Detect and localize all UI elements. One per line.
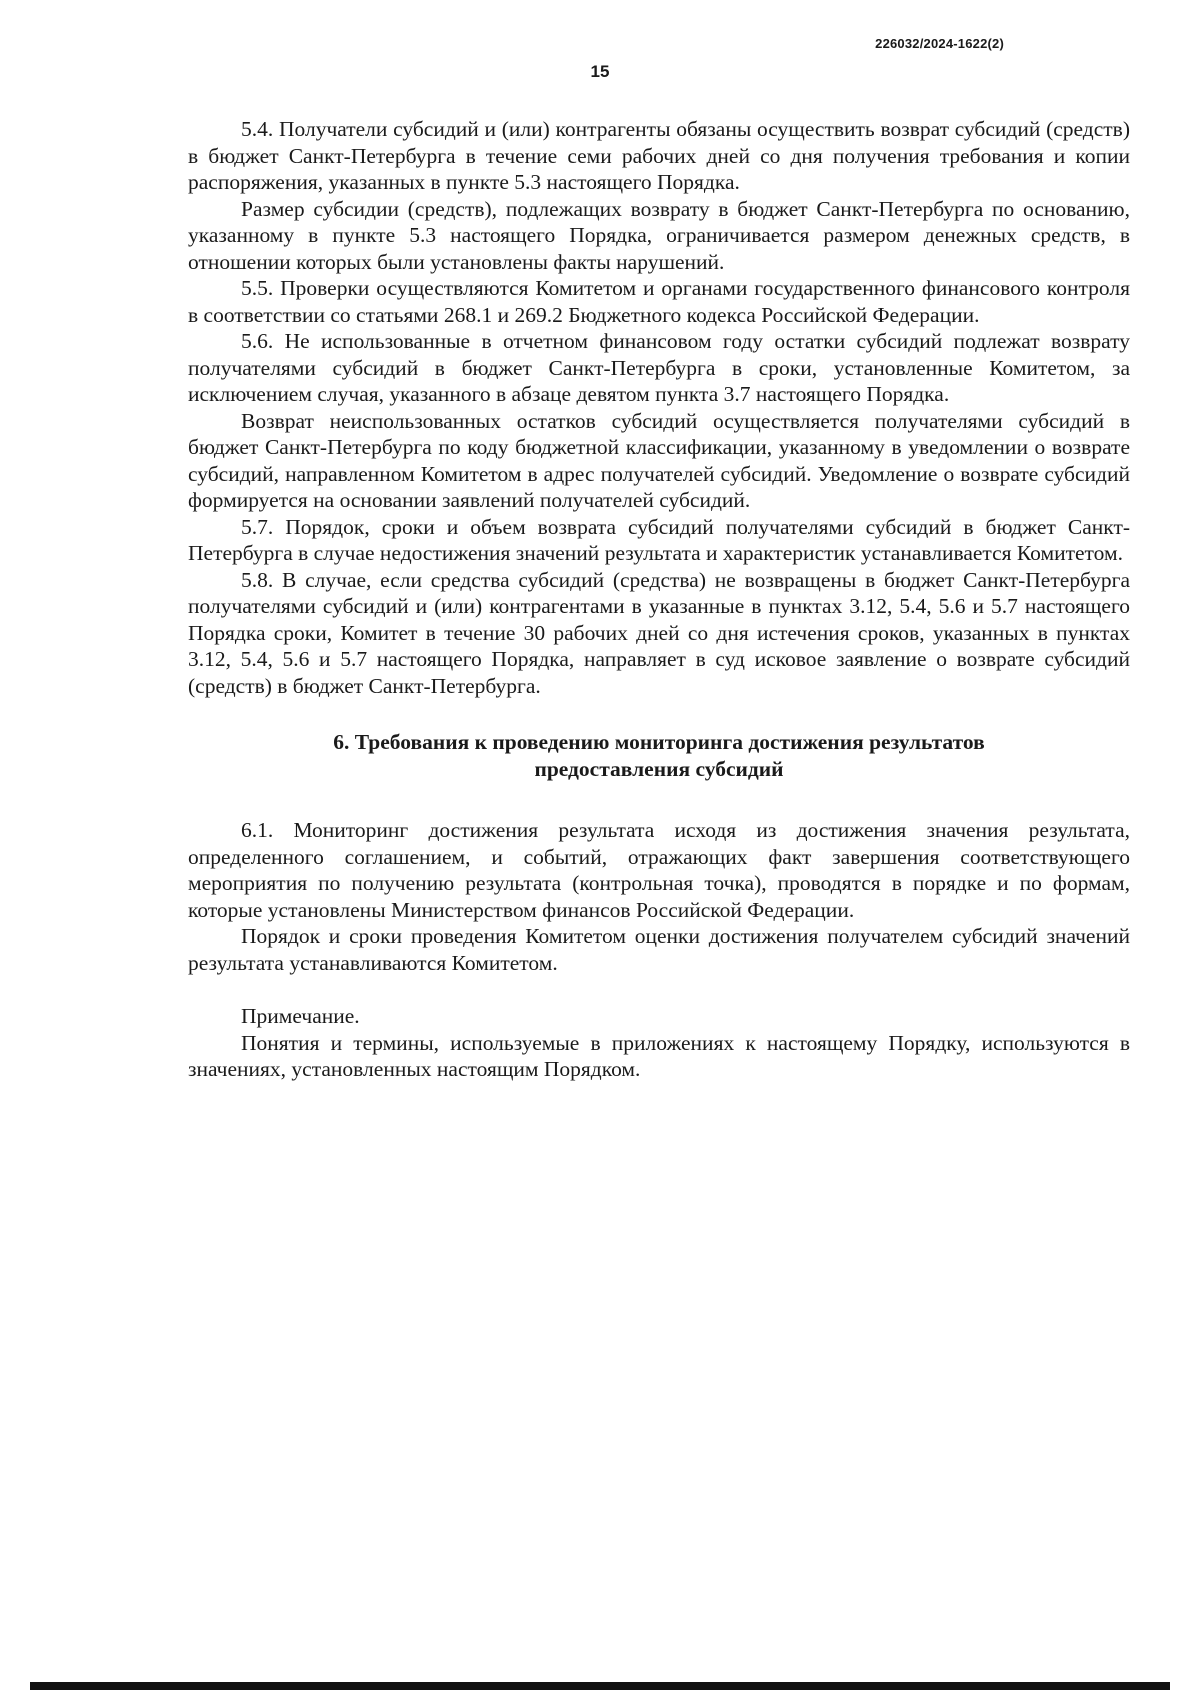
paragraph-6-1-assessment: Порядок и сроки проведения Комитетом оценки достижения получателем субсидий значений результата устанавливаются Комитетом. xyxy=(188,924,1130,975)
paragraph-5-4-refund-size: Размер субсидии (средств), подлежащих возврату в бюджет Санкт-Петербурга по основанию, указанному в пункте 5.3 настоящего Порядка, ограничивается размером денежных средств, в отношении которых были установлены факты нарушений. xyxy=(188,196,1130,274)
section-6-heading-line-1: 6. Требования к проведению мониторинга достижения результатов xyxy=(333,730,985,754)
paragraph-5-5: 5.5. Проверки осуществляются Комитетом и органами государственного финансового контроля в соответствии со статьями 268.1 и 269.2 Бюджетного кодекса Российской Федерации. xyxy=(188,276,1130,327)
paragraph-6-1: 6.1. Мониторинг достижения результата исходя из достижения значения результата, определенного соглашением, и событий, отражающих факт завершения соответствующего мероприятия по получению результата (контрольная точка), проводятся в порядке и по формам, которые установлены Министерством финансов Российской Федерации. xyxy=(188,818,1130,922)
paragraph-5-7: 5.7. Порядок, сроки и объем возврата субсидий получателями субсидий в бюджет Санкт-Петербурга в случае недостижения значений результата и характеристик устанавливается Комитетом. xyxy=(188,514,1130,565)
paragraph-5-6-return-procedure: Возврат неиспользованных остатков субсидий осуществляется получателями субсидий в бюджет Санкт-Петербурга по коду бюджетной классификации, указанному в уведомлении о возврате субсидий, направленном Комитетом в адрес получателей субсидий. Уведомление о возврате субсидий формируется на основании заявлений получателей субсидий. xyxy=(188,408,1130,512)
paragraph-5-8: 5.8. В случае, если средства субсидий (средства) не возвращены в бюджет Санкт-Петербурга получателями субсидий и (или) контрагентами в указанные в пунктах 3.12, 5.4, 5.6 и 5.7 настоящего Порядка сроки, Комитет в течение 30 рабочих дней со дня истечения сроков, указанных в пунктах 3.12, 5.4, 5.6 и 5.7 настоящего Порядка, направляет в суд исковое заявление о возврате субсидий (средств) в бюджет Санкт-Петербурга. xyxy=(188,567,1130,698)
note-label: Примечание. xyxy=(241,1004,360,1028)
document-number: 226032/2024-1622(2) xyxy=(875,36,1004,51)
section-6-heading xyxy=(188,729,1130,783)
scan-edge-bar xyxy=(30,1682,1170,1690)
note-text: Понятия и термины, используемые в приложениях к настоящему Порядку, используются в значениях, установленных настоящим Порядком. xyxy=(188,1030,1130,1081)
document-body xyxy=(188,116,1130,1083)
paragraph-5-6: 5.6. Не использованные в отчетном финансовом году остатки субсидий подлежат возврату получателями субсидий в бюджет Санкт-Петербурга в сроки, установленные Комитетом, за исключением случая, указанного в абзаце девятом пункта 3.7 настоящего Порядка. xyxy=(188,329,1130,406)
page-number: 15 xyxy=(590,62,610,81)
section-6-heading-line-2: предоставления субсидий xyxy=(534,757,784,781)
paragraph-5-4: 5.4. Получатели субсидий и (или) контрагенты обязаны осуществить возврат субсидий (средств) в бюджет Санкт-Петербурга в течение семи рабочих дней со дня получения требования и копии распоряжения, указанных в пункте 5.3 настоящего Порядка. xyxy=(188,117,1130,194)
